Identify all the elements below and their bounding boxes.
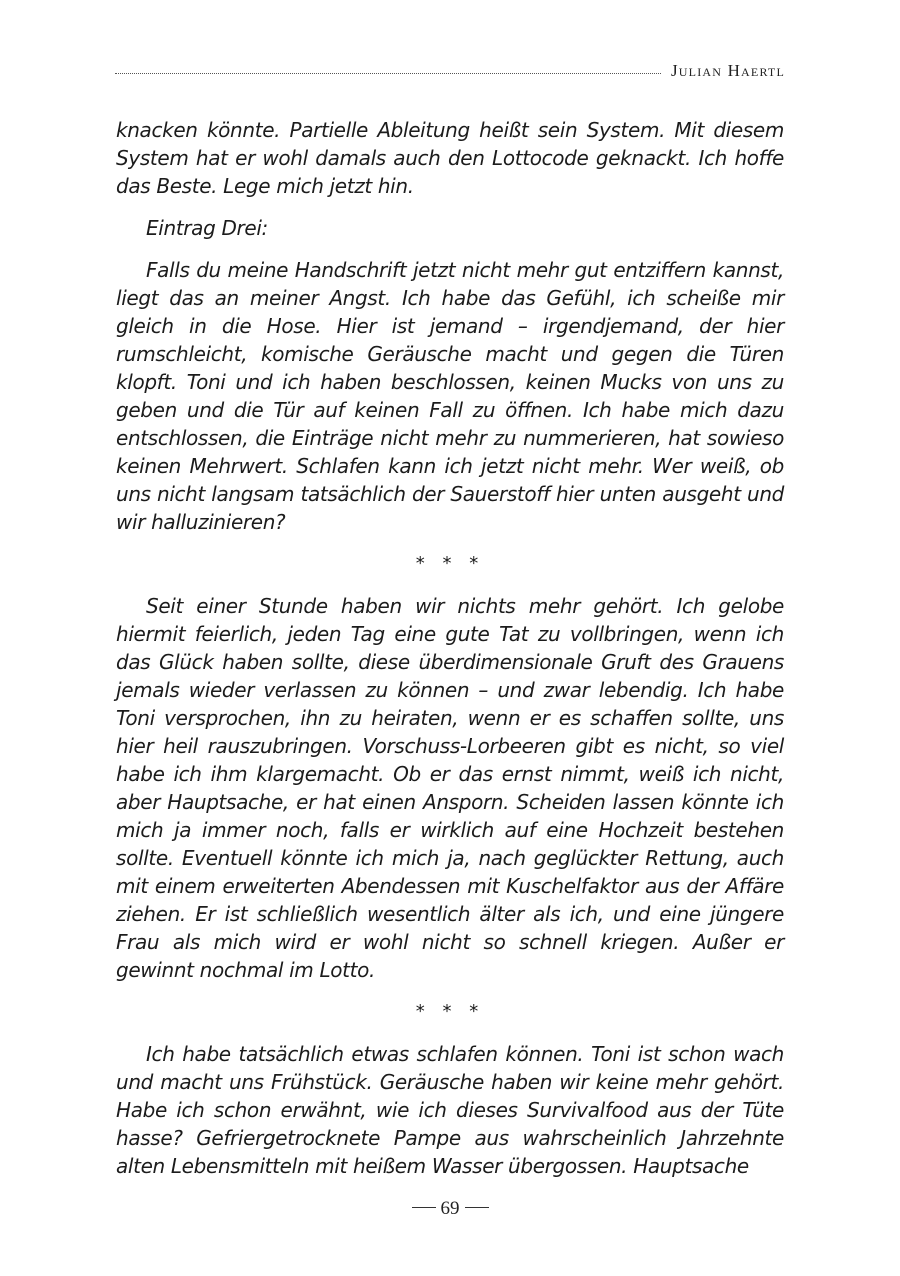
paragraph: Seit einer Stunde haben wir nichts mehr gehört. Ich gelobe hiermit feierlich, jeden Tag eine gute Tat zu vollbringen, wenn ich das Glück haben sollte, diese überdimensionale Gruft des Grauens jemals wieder verlassen zu können – und zwar lebendig. Ich habe Toni versprochen, ihn zu heiraten, wenn er es schaffen sollte, uns hier heil rauszubringen. Vorschuss-Lorbeeren gibt es nicht, so viel habe ich ihm klargemacht. Ob er das ernst nimmt, weiß ich nicht, aber Hauptsache, er hat einen Ansporn. Scheiden lassen könnte ich mich ja immer noch, falls er wirklich auf eine Hochzeit bestehen sollte. Eventuell könnte ich mich ja, nach geglückter Rettung, auch mit einem erweiterten Abendessen mit Kuschelfaktor aus der Affäre ziehen. Er ist schließlich wesentlich älter als ich, und eine jüngere Frau als mich wird er wohl nicht so schnell kriegen. Außer er gewinnt nochmal im Lotto. (116, 594, 784, 982)
page-number: 69 (440, 1198, 460, 1219)
folio-dash-right (465, 1207, 489, 1208)
section-separator: * * * (415, 553, 485, 574)
dotted-rule (115, 73, 661, 74)
running-header (115, 58, 785, 84)
page-footer (0, 1198, 900, 1220)
paragraph: Ich habe tatsächlich etwas schlafen können. Toni ist schon wach und macht uns Frühstück. Geräusche haben wir keine mehr gehört. Habe ich schon erwähnt, wie ich dieses Survivalfood aus der Tüte hasse? Gefriergetrocknete Pampe aus wahrscheinlich Jahrzehnte alten Lebensmitteln mit heißem Wasser übergossen. Hauptsache (116, 1042, 784, 1178)
author-name: Julian Haertl (670, 61, 785, 80)
entry-heading: Eintrag Drei: (146, 216, 268, 240)
body-text (116, 116, 784, 1180)
paragraph: Falls du meine Handschrift jetzt nicht mehr gut entziffern kannst, liegt das an meiner Angst. Ich habe das Gefühl, ich scheiße mir gleich in die Hose. Hier ist jemand – irgendjemand, der hier rumschleicht, komische Geräusche macht und gegen die Türen klopft. Toni und ich haben beschlossen, keinen Mucks von uns zu geben und die Tür auf keinen Fall zu öffnen. Ich habe mich dazu entschlossen, die Einträge nicht mehr zu nummerieren, hat sowieso keinen Mehrwert. Schlafen kann ich jetzt nicht mehr. Wer weiß, ob uns nicht langsam tatsächlich der Sauerstoff hier unten ausgeht und wir halluzinieren? (116, 258, 784, 534)
paragraph-continuation: knacken könnte. Partielle Ableitung heißt sein System. Mit diesem System hat er wohl damals auch den Lottocode geknackt. Ich hoffe das Beste. Lege mich jetzt hin. (116, 118, 784, 198)
section-separator: * * * (415, 1001, 485, 1022)
folio-dash-left (412, 1207, 436, 1208)
